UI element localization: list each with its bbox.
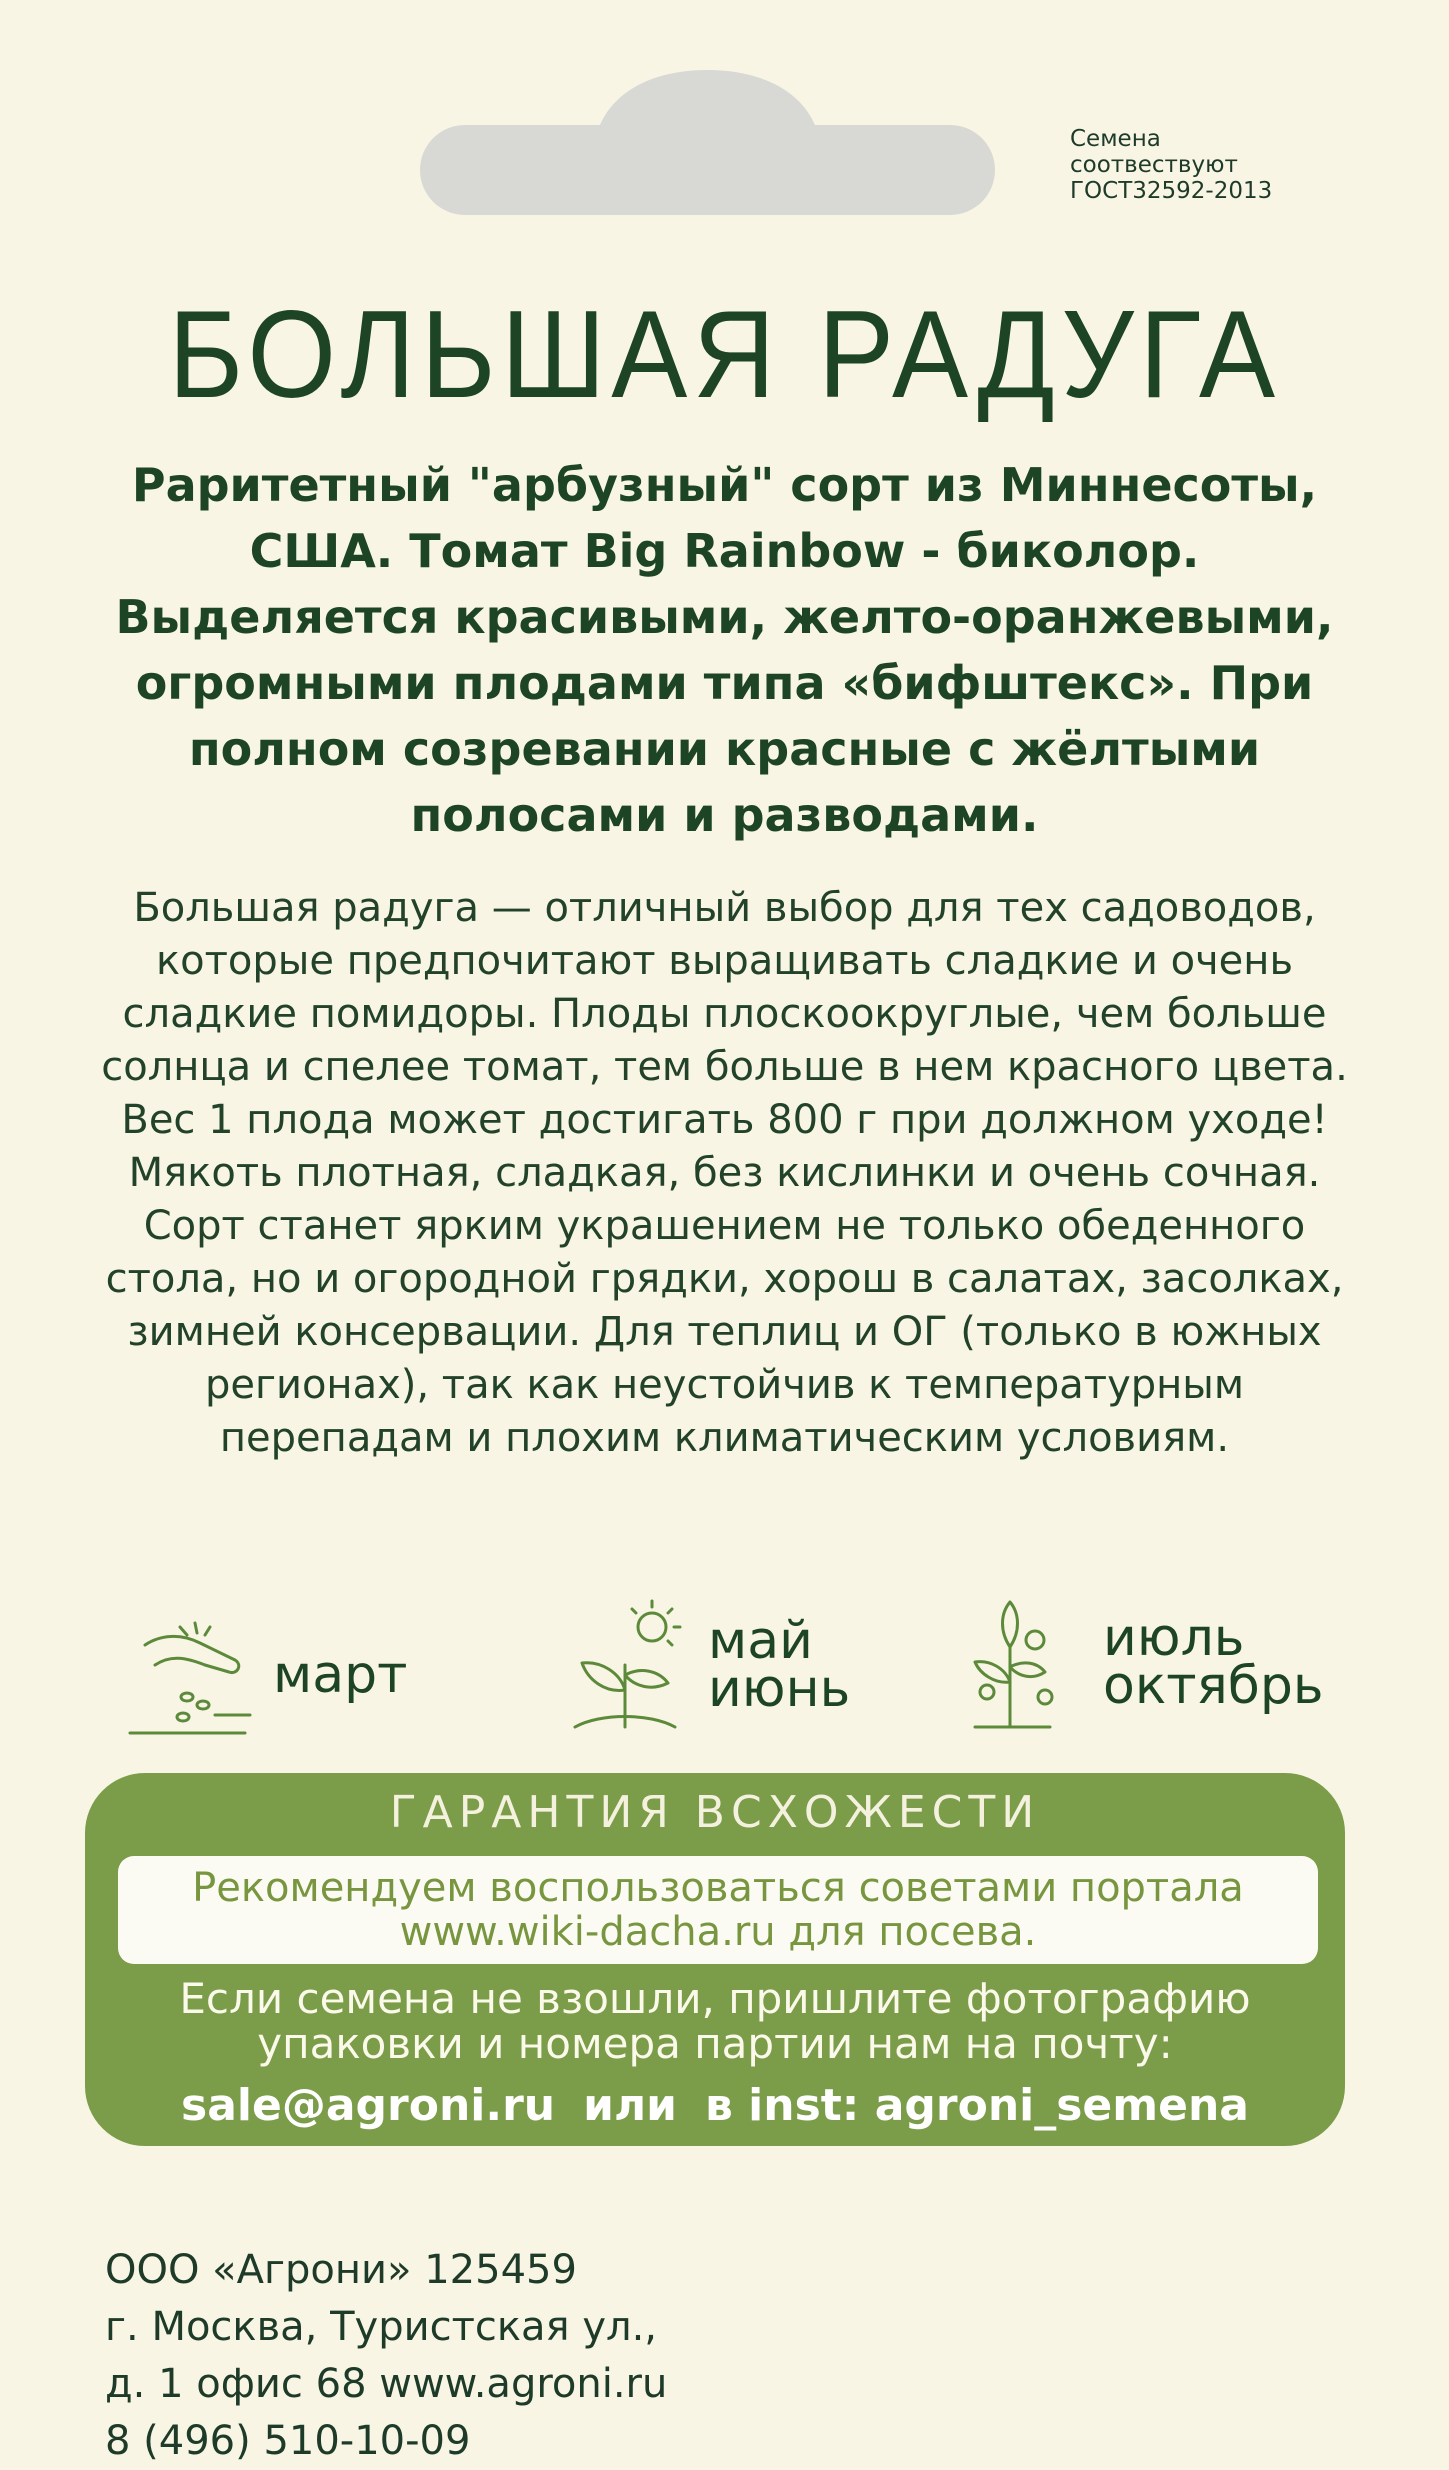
planting-month-1: май (708, 1611, 813, 1671)
product-subtitle: Раритетный "арбузный" сорт из Миннесоты, США. Томат Big Rainbow - биколор. Выделяется красивыми, желто-оранжевыми, огромными плодами типа «бифштекс». При полном созревании красные с жёлтыми полосами и разводами. (115, 458, 1334, 842)
harvest-month-2: октябрь (1103, 1656, 1324, 1716)
guarantee-text (85, 1976, 1345, 2066)
sowing-period (125, 1605, 407, 1745)
contact-instagram: в inst: agroni_semena (705, 2080, 1249, 2131)
gost-note: Семена соотвествуют ГОСТ32592-2013 (1070, 126, 1273, 204)
recommendation-box (118, 1856, 1318, 1964)
recommendation-line-1: Рекомендуем воспользоваться советами портала (192, 1865, 1244, 1911)
guarantee-text-line-2: упаковки и номера партии нам на почту: (257, 2019, 1173, 2068)
harvest-month-1: июль (1103, 1608, 1245, 1668)
plant-fruit-icon (955, 1592, 1085, 1732)
company-info (105, 2242, 1005, 2470)
harvest-months (1085, 1608, 1324, 1716)
harvest-period (955, 1592, 1324, 1732)
hand-seeds-icon (125, 1605, 255, 1745)
guarantee-contacts (85, 2080, 1345, 2131)
product-title: БОЛЬШАЯ РАДУГА (168, 286, 1281, 424)
company-line-4: 8 (496) 510-10-09 (105, 2418, 471, 2464)
planting-period (560, 1595, 850, 1735)
guarantee-title: ГАРАНТИЯ ВСХОЖЕСТИ (389, 1787, 1041, 1838)
sowing-month: март (273, 1645, 408, 1705)
company-line-2: г. Москва, Туристская ул., (105, 2304, 657, 2350)
contact-or: или (583, 2080, 677, 2131)
guarantee-text-line-1: Если семена не взошли, пришлите фотографию (179, 1974, 1251, 2023)
contact-email: sale@agroni.ru (181, 2080, 556, 2131)
company-line-3: д. 1 офис 68 www.agroni.ru (105, 2361, 668, 2407)
recommendation-line-2: www.wiki-dacha.ru для посева. (399, 1909, 1037, 1955)
planting-month-2: июнь (708, 1659, 851, 1719)
planting-months (690, 1611, 851, 1719)
sprout-sun-icon (560, 1595, 690, 1735)
product-description: Большая радуга — отличный выбор для тех садоводов, которые предпочитают выращивать сладкие и очень сладкие помидоры. Плоды плоскоокруглые, чем больше солнца и спелее томат, тем больше в нем красного цвета. Вес 1 плода может достигать 800 г при должном уходе! Мякоть плотная, сладкая, без кислинки и очень сочная. Сорт станет ярким украшением не только обеденного стола, но и огородной грядки, хорош в салатах, засолках, зимней консервации. Для теплиц и ОГ (только в южных регионах), так как неустойчив к температурным перепадам и плохим климатическим условиям. (101, 885, 1348, 1461)
hang-hole-tab (405, 70, 1010, 215)
germination-guarantee-panel (85, 1773, 1345, 2146)
company-line-1: ООО «Агрони» 125459 (105, 2247, 577, 2293)
